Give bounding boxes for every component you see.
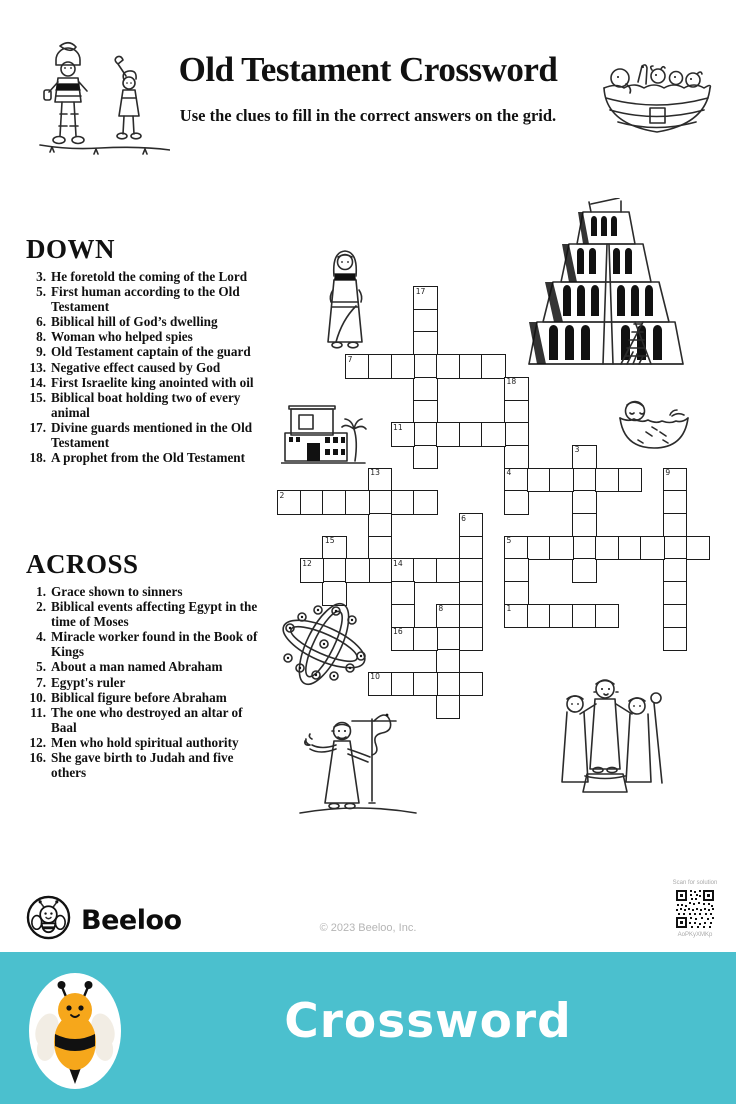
clue-text: Woman who helped spies bbox=[51, 329, 193, 345]
moses-with-serpent-staff-illustration bbox=[290, 705, 425, 820]
grid-cell[interactable] bbox=[504, 422, 529, 447]
grid-cell[interactable] bbox=[368, 558, 393, 583]
grid-cell[interactable] bbox=[663, 513, 688, 538]
clue-number: 18. bbox=[29, 450, 46, 466]
grid-cell[interactable] bbox=[663, 581, 688, 606]
cell-number: 2 bbox=[279, 490, 285, 500]
cell-number: 5 bbox=[506, 536, 512, 546]
grid-cell[interactable] bbox=[572, 513, 597, 538]
clue-item bbox=[26, 420, 262, 450]
clue-text: Egypt's ruler bbox=[51, 674, 126, 690]
grid-cell[interactable] bbox=[504, 377, 529, 402]
clue-text: Negative effect caused by God bbox=[51, 359, 221, 375]
clue-text: First Israelite king anointed with oil bbox=[51, 374, 254, 390]
grid-cell[interactable] bbox=[391, 490, 416, 515]
grid-cell[interactable] bbox=[504, 558, 529, 583]
clue-item bbox=[26, 659, 262, 674]
clue-item bbox=[26, 450, 262, 465]
clue-item bbox=[26, 584, 262, 599]
grid-cell[interactable] bbox=[391, 581, 416, 606]
cell-number: 18 bbox=[506, 377, 517, 387]
grid-cell[interactable] bbox=[504, 604, 529, 629]
page-title: Old Testament Crossword bbox=[178, 50, 558, 89]
grid-cell[interactable] bbox=[663, 604, 688, 629]
down-clue-list bbox=[26, 269, 262, 465]
grid-cell[interactable] bbox=[459, 422, 484, 447]
clue-text: Men who hold spiritual authority bbox=[51, 734, 239, 750]
copyright-text: © 2023 Beeloo, Inc. bbox=[319, 922, 417, 934]
grid-cell[interactable] bbox=[504, 468, 529, 493]
grid-cell[interactable] bbox=[595, 604, 620, 629]
down-clues-section bbox=[26, 234, 262, 465]
clue-number: 11. bbox=[30, 704, 46, 720]
cell-number: 9 bbox=[665, 468, 671, 478]
grid-cell[interactable] bbox=[527, 536, 552, 561]
cell-number: 1 bbox=[506, 604, 512, 614]
grid-cell[interactable] bbox=[413, 377, 438, 402]
cell-number: 14 bbox=[393, 558, 403, 568]
qr-block bbox=[666, 879, 724, 939]
across-heading: ACROSS bbox=[26, 549, 139, 579]
grid-cell[interactable] bbox=[300, 558, 325, 583]
clue-number: 15. bbox=[29, 389, 46, 405]
clue-number: 13. bbox=[29, 359, 46, 375]
grid-cell[interactable] bbox=[549, 604, 574, 629]
down-heading: DOWN bbox=[26, 234, 115, 264]
grid-cell[interactable] bbox=[572, 445, 597, 470]
grid-cell[interactable] bbox=[436, 695, 461, 720]
grid-cell[interactable] bbox=[549, 536, 574, 561]
clue-number: 12. bbox=[29, 734, 46, 750]
clue-item bbox=[26, 750, 262, 780]
grid-cell[interactable] bbox=[663, 627, 688, 652]
clue-text: First human according to the Old Testament bbox=[51, 284, 240, 315]
clue-number: 3. bbox=[36, 269, 46, 284]
clue-item bbox=[26, 629, 262, 659]
clue-item bbox=[26, 269, 262, 284]
grid-cell[interactable] bbox=[504, 490, 529, 515]
clue-number: 6. bbox=[36, 314, 46, 330]
grid-cell[interactable] bbox=[413, 331, 438, 356]
clue-number: 16. bbox=[29, 750, 46, 766]
qr-label-bottom: AoPKyXMKp bbox=[677, 932, 713, 938]
grid-cell[interactable] bbox=[549, 468, 574, 493]
robed-woman-illustration bbox=[320, 246, 370, 352]
grid-cell[interactable] bbox=[413, 422, 438, 447]
clue-text: Biblical boat holding two of every animal bbox=[51, 389, 241, 420]
cell-number: 15 bbox=[324, 536, 335, 546]
clue-text: She gave birth to Judah and five others bbox=[51, 750, 234, 781]
grid-cell[interactable] bbox=[618, 468, 643, 493]
grid-cell[interactable] bbox=[572, 490, 597, 515]
grid-cell[interactable] bbox=[413, 400, 438, 425]
grid-cell[interactable] bbox=[663, 558, 688, 583]
grid-cell[interactable] bbox=[368, 513, 393, 538]
cell-number: 6 bbox=[461, 513, 466, 523]
grid-cell[interactable] bbox=[436, 558, 461, 583]
grid-cell[interactable] bbox=[436, 422, 461, 447]
grid-cell[interactable] bbox=[640, 536, 665, 561]
clue-number: 2. bbox=[36, 599, 46, 615]
grid-cell[interactable] bbox=[413, 490, 438, 515]
grid-cell[interactable] bbox=[345, 354, 370, 379]
clue-text: Biblical hill of God’s dwelling bbox=[51, 314, 218, 330]
grid-cell[interactable] bbox=[572, 558, 597, 583]
grid-cell[interactable] bbox=[322, 536, 347, 561]
grid-cell[interactable] bbox=[391, 604, 416, 629]
grid-cell[interactable] bbox=[413, 672, 438, 697]
beeloo-wordmark: Beeloo bbox=[81, 904, 182, 936]
grid-cell[interactable] bbox=[459, 604, 484, 629]
tower-of-babel-illustration bbox=[525, 198, 687, 370]
grid-cell[interactable] bbox=[391, 672, 416, 697]
cell-number: 8 bbox=[438, 604, 444, 614]
clue-number: 9. bbox=[36, 344, 46, 360]
grid-cell[interactable] bbox=[527, 468, 552, 493]
cell-number: 13 bbox=[370, 468, 380, 478]
clue-number: 5. bbox=[36, 659, 46, 675]
grid-cell[interactable] bbox=[504, 581, 529, 606]
clue-text: Divine guards mentioned in the Old Testament bbox=[51, 419, 253, 451]
clue-text: Old Testament captain of the guard bbox=[51, 344, 251, 360]
clue-item bbox=[26, 675, 262, 690]
grid-cell[interactable] bbox=[368, 468, 393, 493]
cell-number: 7 bbox=[347, 354, 353, 364]
cell-number: 3 bbox=[574, 445, 580, 455]
grid-cell[interactable] bbox=[572, 468, 597, 493]
grid-cell[interactable] bbox=[391, 627, 416, 652]
clue-item bbox=[26, 360, 262, 375]
grid-cell[interactable] bbox=[413, 286, 438, 311]
grid-cell[interactable] bbox=[459, 558, 484, 583]
clue-number: 5. bbox=[36, 284, 46, 300]
clue-text: Grace shown to sinners bbox=[51, 584, 183, 599]
grid-cell[interactable] bbox=[436, 672, 461, 697]
beeloo-bee-icon bbox=[25, 894, 72, 946]
clue-text: A prophet from the Old Testament bbox=[51, 450, 246, 466]
clue-item bbox=[26, 314, 262, 329]
across-clue-list bbox=[26, 584, 262, 780]
grid-cell[interactable] bbox=[459, 354, 484, 379]
grid-cell[interactable] bbox=[413, 354, 438, 379]
grid-cell[interactable] bbox=[345, 558, 370, 583]
grid-cell[interactable] bbox=[322, 558, 347, 583]
clue-text: The one who destroyed an altar of Baal bbox=[51, 704, 243, 735]
grid-cell[interactable] bbox=[436, 604, 461, 629]
grid-cell[interactable] bbox=[413, 309, 438, 334]
clue-item bbox=[26, 690, 262, 705]
grid-cell[interactable] bbox=[459, 581, 484, 606]
temple-building-illustration bbox=[281, 403, 367, 465]
grid-cell[interactable] bbox=[481, 354, 506, 379]
grid-cell[interactable] bbox=[413, 627, 438, 652]
banner-title: Crossword bbox=[284, 994, 572, 1049]
noahs-ark-illustration bbox=[598, 52, 716, 144]
grid-cell[interactable] bbox=[368, 536, 393, 561]
grid-cell[interactable] bbox=[663, 468, 688, 493]
clue-item bbox=[26, 375, 262, 390]
qr-label-top: Scan for solution bbox=[672, 880, 718, 886]
clue-number: 14. bbox=[29, 374, 46, 390]
grid-cell[interactable] bbox=[413, 445, 438, 470]
grid-cell[interactable] bbox=[572, 604, 597, 629]
clue-number: 1. bbox=[36, 584, 46, 599]
page-subtitle: Use the clues to fill in the correct answers on the grid. bbox=[179, 106, 557, 125]
grid-cell[interactable] bbox=[459, 536, 484, 561]
cell-number: 17 bbox=[415, 286, 426, 296]
grid-cell[interactable] bbox=[345, 490, 370, 515]
baby-moses-basket-illustration bbox=[616, 396, 692, 452]
grid-cell[interactable] bbox=[527, 604, 552, 629]
clue-number: 10. bbox=[29, 689, 46, 705]
grid-cell[interactable] bbox=[300, 490, 325, 515]
grid-cell[interactable] bbox=[368, 490, 393, 515]
across-clues-section bbox=[26, 549, 262, 780]
clue-item bbox=[26, 735, 262, 750]
cell-number: 4 bbox=[506, 468, 512, 478]
grid-cell[interactable] bbox=[459, 627, 484, 652]
bee-mascot-icon bbox=[28, 972, 122, 1097]
grid-cell[interactable] bbox=[663, 490, 688, 515]
clue-text: Miracle worker found in the Book of Kings bbox=[51, 629, 258, 660]
grid-cell[interactable] bbox=[504, 536, 529, 561]
grid-cell[interactable] bbox=[504, 445, 529, 470]
cell-number: 16 bbox=[393, 627, 403, 636]
clue-item bbox=[26, 344, 262, 359]
grid-cell[interactable] bbox=[436, 627, 461, 652]
grid-cell[interactable] bbox=[436, 354, 461, 379]
grid-cell[interactable] bbox=[663, 536, 688, 561]
grid-cell[interactable] bbox=[686, 536, 711, 561]
beeloo-logo bbox=[25, 894, 182, 946]
clue-text: He foretold the coming of the Lord bbox=[51, 269, 248, 284]
grid-cell[interactable] bbox=[368, 354, 393, 379]
grid-cell[interactable] bbox=[413, 558, 438, 583]
grid-cell[interactable] bbox=[436, 649, 461, 674]
grid-cell[interactable] bbox=[391, 354, 416, 379]
clue-number: 17. bbox=[29, 419, 46, 435]
grid-cell[interactable] bbox=[391, 558, 416, 583]
grid-cell[interactable] bbox=[595, 468, 620, 493]
cell-number: 10 bbox=[370, 672, 380, 682]
grid-cell[interactable] bbox=[277, 490, 302, 515]
grid-cell[interactable] bbox=[618, 536, 643, 561]
clue-item bbox=[26, 329, 262, 344]
clue-item bbox=[26, 599, 262, 629]
clue-number: 7. bbox=[36, 674, 46, 690]
grid-cell[interactable] bbox=[504, 400, 529, 425]
clue-text: Biblical events affecting Egypt in the time of Moses bbox=[51, 599, 258, 630]
clue-item bbox=[26, 390, 262, 420]
clue-item bbox=[26, 284, 262, 314]
three-men-illustration bbox=[540, 672, 670, 800]
grid-cell[interactable] bbox=[595, 536, 620, 561]
grid-cell[interactable] bbox=[459, 672, 484, 697]
qr-code bbox=[675, 889, 715, 929]
grid-cell[interactable] bbox=[481, 422, 506, 447]
clue-number: 4. bbox=[36, 629, 46, 645]
grid-cell[interactable] bbox=[572, 536, 597, 561]
grid-cell[interactable] bbox=[391, 422, 416, 447]
grid-cell[interactable] bbox=[322, 490, 347, 515]
cell-number: 12 bbox=[302, 558, 312, 568]
clue-text: Biblical figure before Abraham bbox=[51, 689, 227, 705]
clue-number: 8. bbox=[36, 329, 46, 345]
cell-number: 11 bbox=[393, 422, 403, 432]
grid-cell[interactable] bbox=[459, 513, 484, 538]
ezekiel-wheels-illustration bbox=[276, 596, 372, 692]
clue-text: About a man named Abraham bbox=[51, 659, 223, 675]
clue-item bbox=[26, 705, 262, 735]
bottom-banner bbox=[0, 952, 736, 1104]
